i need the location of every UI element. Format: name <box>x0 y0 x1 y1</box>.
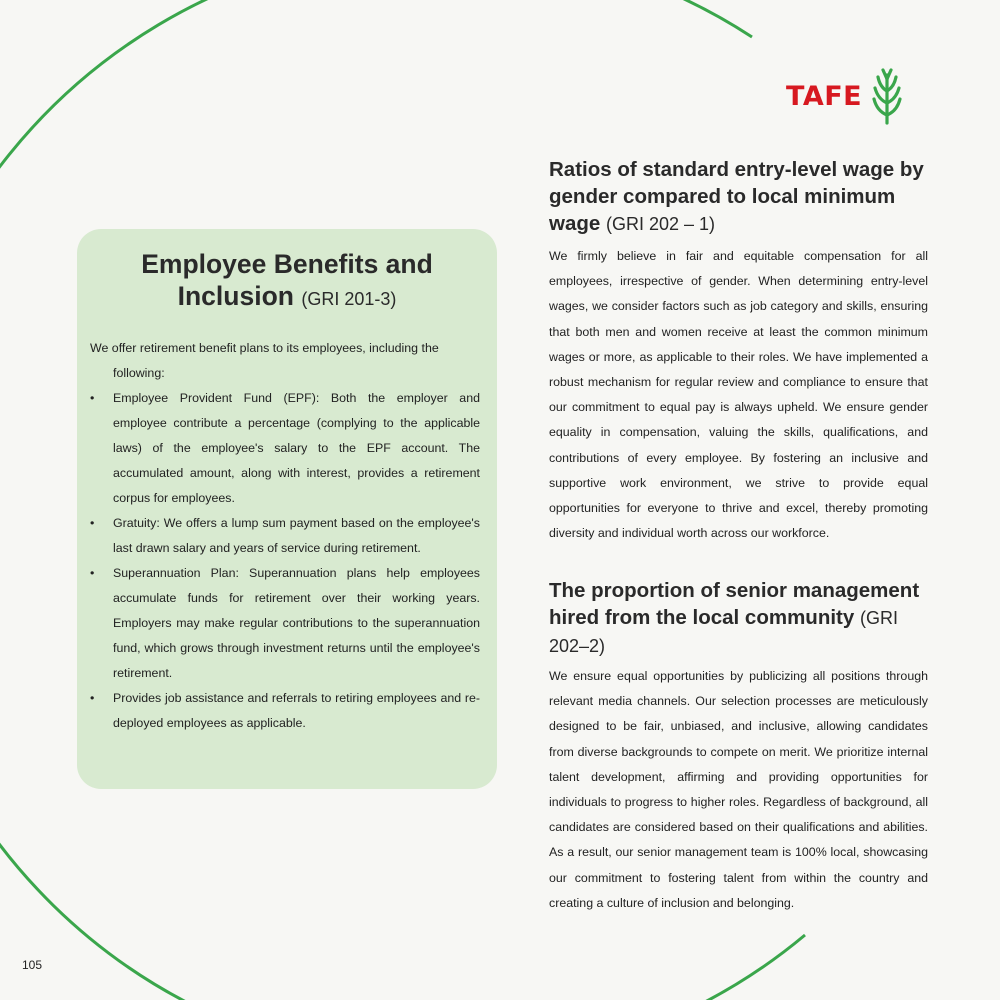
bullet-icon: • <box>90 391 95 405</box>
logo-wordmark: TAFE <box>786 80 863 112</box>
title-line-1: Employee Benefits and <box>141 249 433 279</box>
list-item-text: Provides job assistance and referrals to retiring employees and re-deployed employees as applicable. <box>113 691 480 730</box>
title-line-2-text: Inclusion <box>177 281 294 311</box>
title-gri-code: (GRI 201-3) <box>301 289 397 309</box>
senior-management-heading <box>549 577 929 660</box>
wheat-leaf-icon <box>870 67 904 125</box>
title-line-2 <box>77 280 497 315</box>
wage-ratio-heading <box>549 156 929 238</box>
senior-management-gri-code: (GRI 202–2) <box>549 608 898 656</box>
employee-benefits-body <box>90 336 480 736</box>
list-item <box>90 561 480 686</box>
wage-ratio-gri-code: (GRI 202 – 1) <box>605 214 716 234</box>
wage-ratio-heading-text: Ratios of standard entry-level wage by gender compared to local minimum wage <box>549 158 924 235</box>
list-item <box>90 686 480 736</box>
benefits-list <box>90 386 480 736</box>
list-item <box>90 511 480 561</box>
page-number: 105 <box>22 958 43 972</box>
tafe-logo <box>786 66 904 126</box>
senior-management-paragraph: We ensure equal opportunities by publicizing all positions through relevant media channels. Our selection processes are meticulously designed to be fair, unbiased, and inclusive, allowing candidates from diverse backgrounds to compete on merit. We prioritize internal talent development, affirming and providing opportunities for individuals to progress to higher roles. Regardless of background, all candidates are considered based on their qualifications and abilities. As a result, our senior management team is 100% local, showcasing our commitment to fostering talent from within the country and creating a culture of inclusion and belonging. <box>549 669 928 910</box>
bullet-icon: • <box>90 566 95 580</box>
senior-management-heading-text: The proportion of senior management hired from the local community <box>549 579 920 629</box>
list-item-text: Employee Provident Fund (EPF): Both the employer and employee contribute a percentage (complying to the applicable laws) of the employee's salary to the EPF account. The accumulated amount, along with interest, provides a retirement corpus for employees. <box>113 391 480 505</box>
bullet-icon: • <box>90 691 95 705</box>
list-item-text: Gratuity: We offers a lump sum payment based on the employee's last drawn salary and years of service during retirement. <box>113 516 480 555</box>
employee-benefits-title <box>77 248 497 315</box>
bullet-icon: • <box>90 516 95 530</box>
wage-ratio-paragraph: We firmly believe in fair and equitable compensation for all employees, irrespective of gender. When determining entry-level wages, we consider factors such as job category and skills, ensuring that both men and women receive at least the common minimum wages or more, as applicable to their roles. We have implemented a robust mechanism for regular review and compliance to ensure that our commitment to equal pay is always upheld. We ensure gender equality in compensation, valuing the skills, qualifications, and contributions of every employee. By fostering an inclusive and supportive work environment, we strive to provide equal opportunities for everyone to thrive and excel, thereby promoting diversity and individual worth across our workforce. <box>549 249 928 541</box>
intro-text-continued: following: <box>113 366 165 380</box>
intro-text: We offer retirement benefit plans to its employees, including the <box>90 341 439 355</box>
list-item-text: Superannuation Plan: Superannuation plans help employees accumulate funds for retirement over their working years. Employers may make regular contributions to the superannuation fund, which grows through investment returns until the employee's retirement. <box>113 566 480 680</box>
list-item <box>90 386 480 511</box>
